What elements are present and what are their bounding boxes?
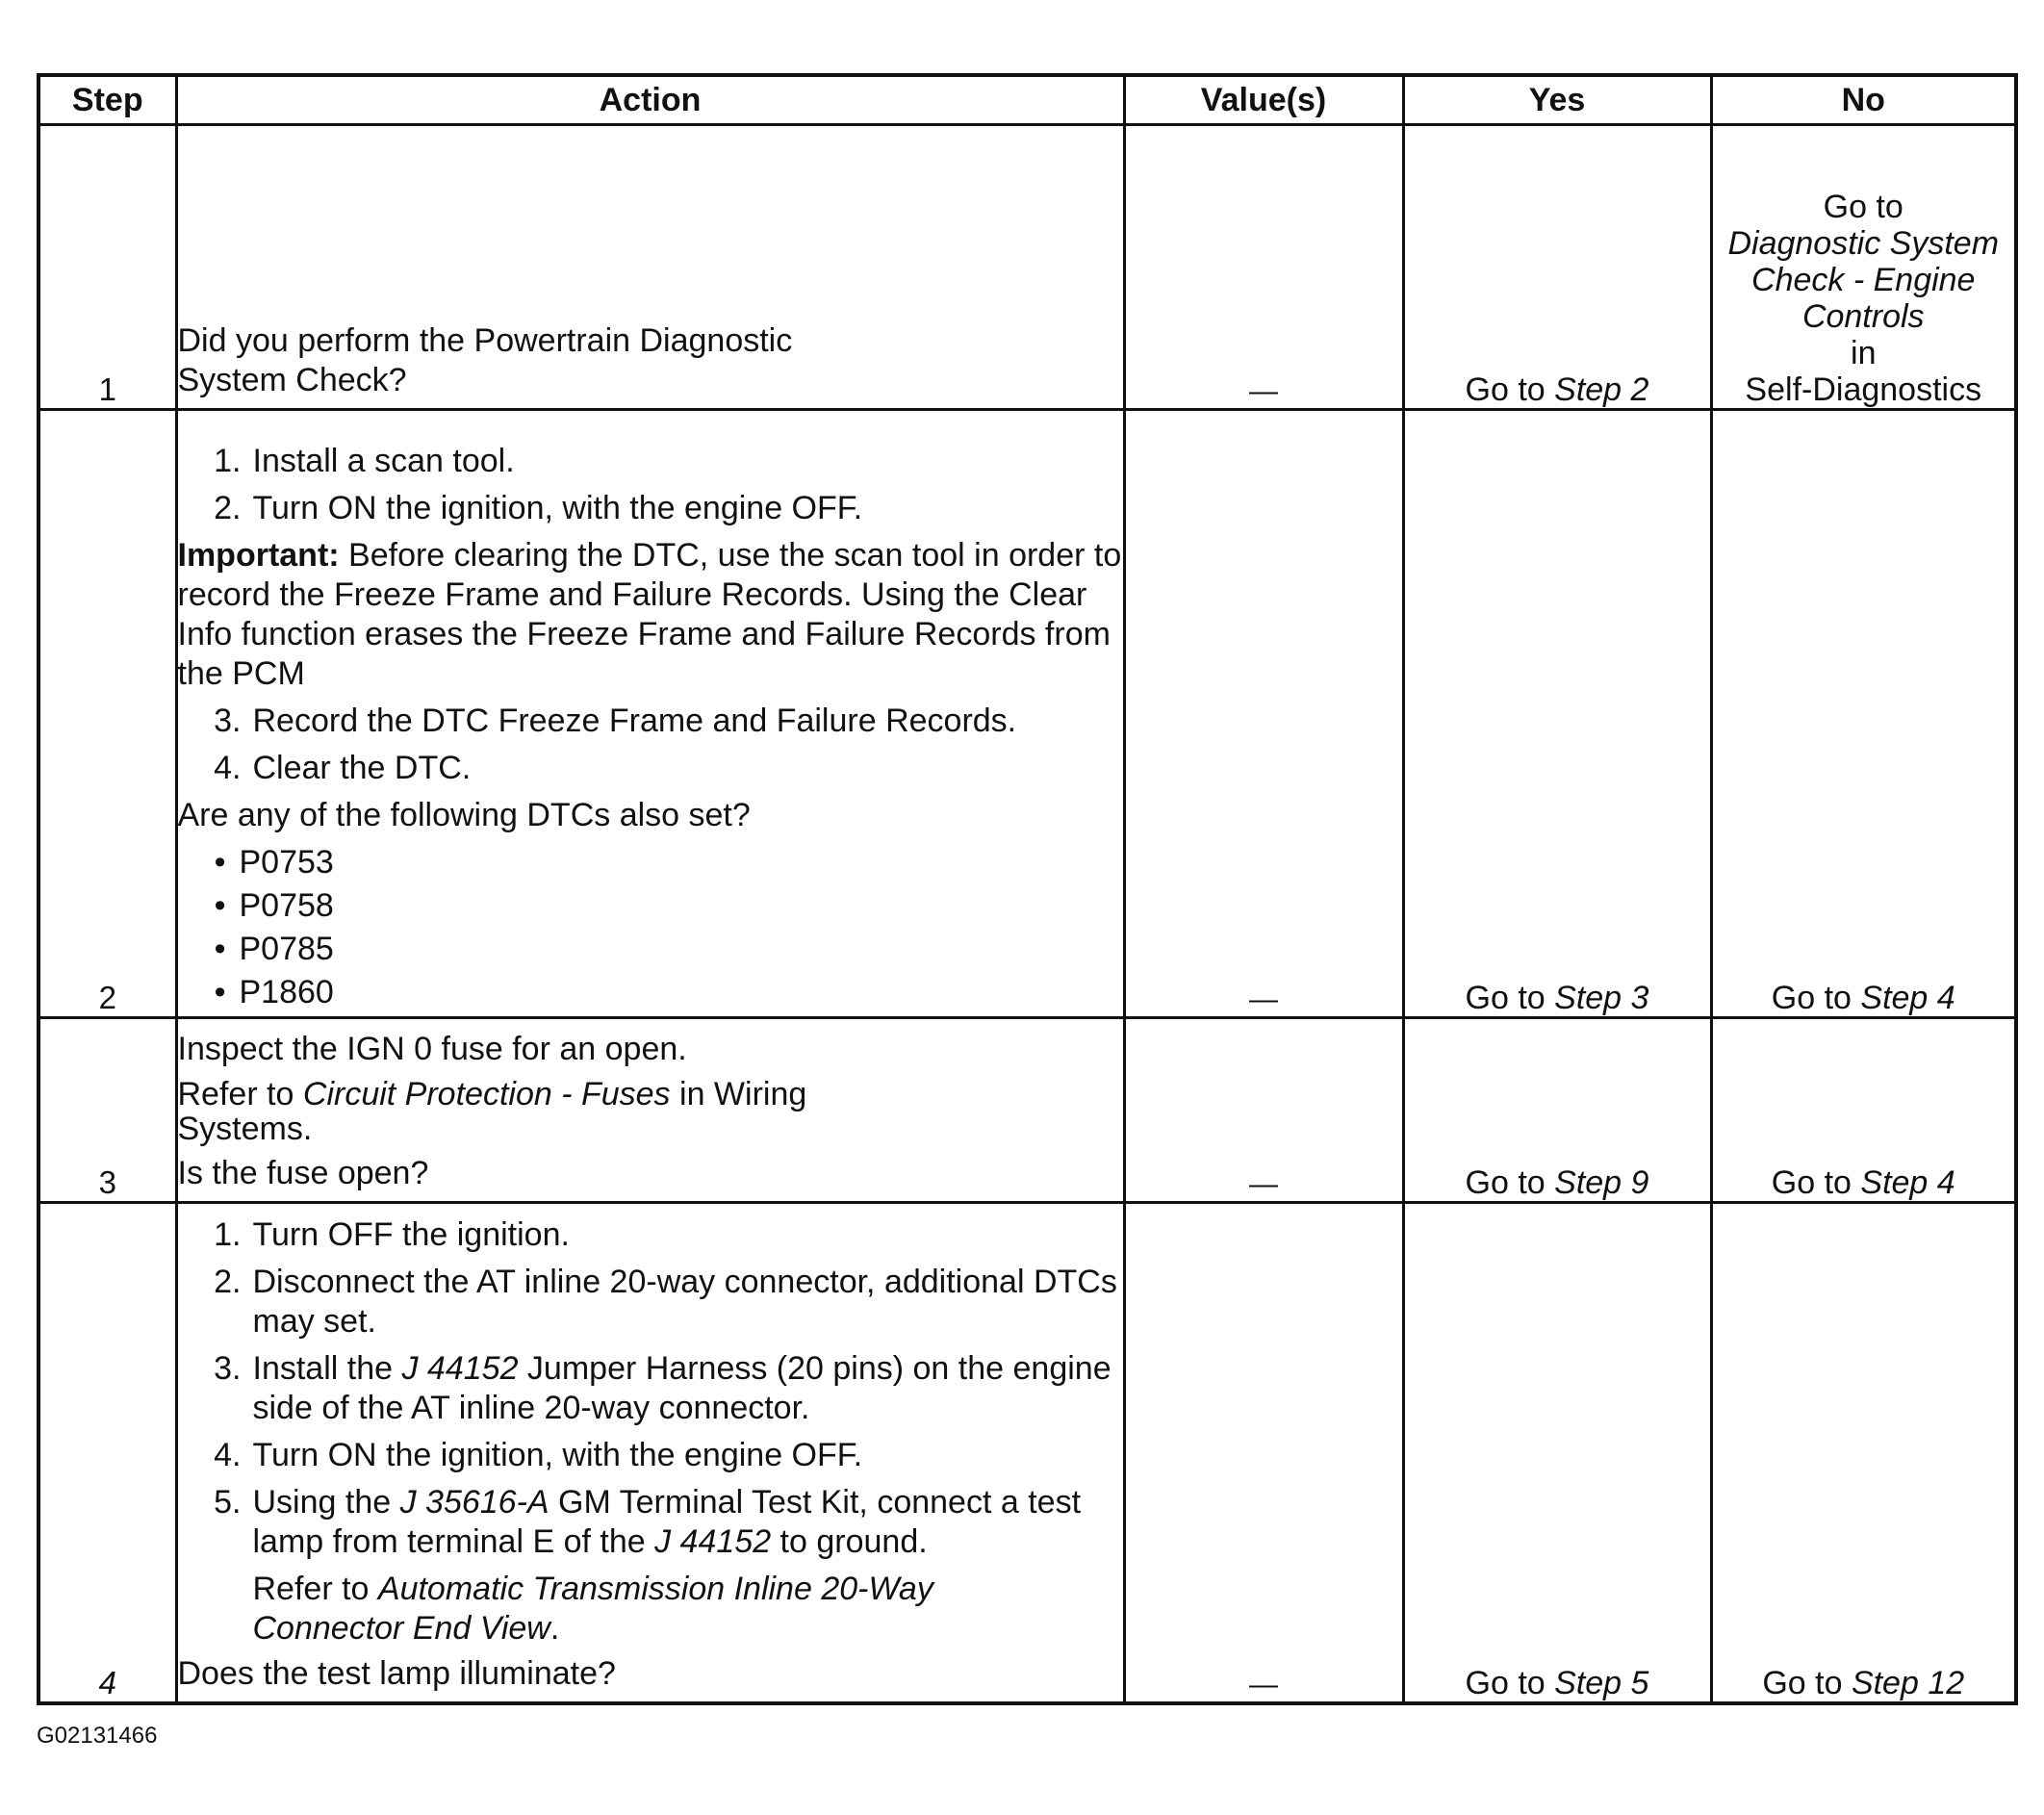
yes-step-link[interactable]: Step 2: [1554, 371, 1649, 408]
list-item: 3. Install the J 44152 Jumper Harness (20 pins) on the engine side of the AT inline 20-way connector.: [214, 1349, 1111, 1426]
value-cell: —: [1124, 125, 1403, 410]
action-cell: [176, 1203, 1124, 1703]
important-text: Before clearing the DTC, use the scan tool in order to record the Freeze Frame and Failure Records. Using the Clear Info function erases the Freeze Frame and Failure Records from the PCM: [177, 537, 1122, 692]
step-number: 4: [38, 1203, 176, 1703]
list-item: 1. Turn OFF the ignition.: [214, 1215, 570, 1253]
no-line: Self-Diagnostics: [1745, 371, 1982, 408]
value-cell: —: [1124, 410, 1403, 1018]
yes-step-link[interactable]: Step 3: [1554, 980, 1649, 1016]
value-cell: —: [1124, 1018, 1403, 1203]
refer-link[interactable]: Automatic Transmission Inline 20-Way Connector End View: [252, 1570, 933, 1647]
action-text: Inspect the IGN 0 fuse for an open.: [177, 1031, 687, 1067]
list-item: 4. Clear the DTC.: [214, 750, 472, 786]
no-step-link[interactable]: Step 4: [1860, 1164, 1955, 1201]
list-item: 3. Record the DTC Freeze Frame and Failure Records.: [214, 703, 1017, 739]
tool-ref: J 44152: [654, 1522, 772, 1560]
header-values: Value(s): [1124, 75, 1403, 125]
tool-ref: J 44152: [401, 1349, 519, 1387]
question-text: Are any of the following DTCs also set?: [177, 797, 751, 833]
goto-prefix: Go to: [1771, 980, 1861, 1016]
goto-prefix: Go to: [1771, 1164, 1861, 1201]
header-no: No: [1711, 75, 2016, 125]
yes-cell: [1403, 1018, 1711, 1203]
no-step-link[interactable]: Step 12: [1851, 1664, 1965, 1701]
figure-id: G02131466: [37, 1723, 158, 1749]
dtc-item: • P0785: [214, 931, 334, 967]
value-cell: —: [1124, 1203, 1403, 1703]
no-cell: [1711, 125, 2016, 410]
no-reference-link[interactable]: Diagnostic System Check - Engine Controls: [1727, 225, 2000, 335]
yes-step-link[interactable]: Step 5: [1554, 1664, 1649, 1701]
no-line: in: [1851, 335, 1877, 371]
goto-prefix: Go to: [1465, 371, 1555, 408]
action-cell: [176, 410, 1124, 1018]
no-cell: [1711, 410, 2016, 1018]
refer-text: Refer to Automatic Transmission Inline 20-Way Connector End View.: [252, 1570, 933, 1647]
no-cell: [1711, 1203, 2016, 1703]
yes-cell: [1403, 1203, 1711, 1703]
step-number: 3: [38, 1018, 176, 1203]
list-item: 2. Disconnect the AT inline 20-way connector, additional DTCs may set.: [214, 1263, 1117, 1340]
no-step-link[interactable]: Step 4: [1860, 980, 1955, 1016]
step-number: 1: [38, 125, 176, 410]
list-item: 2. Turn ON the ignition, with the engine OFF.: [214, 490, 863, 526]
yes-step-link[interactable]: Step 9: [1554, 1164, 1649, 1201]
yes-cell: [1403, 125, 1711, 410]
goto-prefix: Go to: [1465, 1164, 1555, 1201]
header-yes: Yes: [1403, 75, 1711, 125]
important-label: Important:: [177, 537, 340, 574]
question-text: Does the test lamp illuminate?: [177, 1654, 616, 1692]
step-number: 2: [38, 410, 176, 1018]
diagnostic-table: [37, 73, 2018, 1705]
list-item: 1. Install a scan tool.: [214, 443, 515, 479]
dtc-item: • P1860: [214, 974, 334, 1010]
important-note: [178, 536, 1123, 694]
dtc-item: • P0758: [214, 887, 334, 924]
yes-cell: [1403, 410, 1711, 1018]
no-line: Go to: [1823, 189, 1903, 225]
header-action: Action: [176, 75, 1124, 125]
action-cell: [176, 1018, 1124, 1203]
refer-link[interactable]: Circuit Protection - Fuses: [302, 1076, 671, 1112]
question-text: Is the fuse open?: [177, 1155, 429, 1191]
goto-prefix: Go to: [1465, 980, 1555, 1016]
table-row: [38, 1203, 2016, 1703]
header-row: [38, 75, 2016, 125]
goto-prefix: Go to: [1465, 1664, 1555, 1701]
action-text: Did you perform the Powertrain Diagnostic System Check?: [177, 322, 793, 398]
table-row: [38, 410, 2016, 1018]
dtc-item: • P0753: [214, 844, 334, 881]
list-item: 5. Using the J 35616-A GM Terminal Test Kit, connect a test lamp from terminal E of the J 44152 to ground.: [214, 1483, 1082, 1560]
table-row: [38, 125, 2016, 410]
header-step: Step: [38, 75, 176, 125]
tool-ref: J 35616-A: [399, 1483, 549, 1521]
list-item: 4. Turn ON the ignition, with the engine OFF.: [214, 1436, 863, 1473]
goto-prefix: Go to: [1762, 1664, 1852, 1701]
refer-text: Refer to Circuit Protection - Fuses in Wiring Systems.: [177, 1076, 807, 1147]
no-cell: [1711, 1018, 2016, 1203]
action-cell: [176, 125, 1124, 410]
table-row: [38, 1018, 2016, 1203]
